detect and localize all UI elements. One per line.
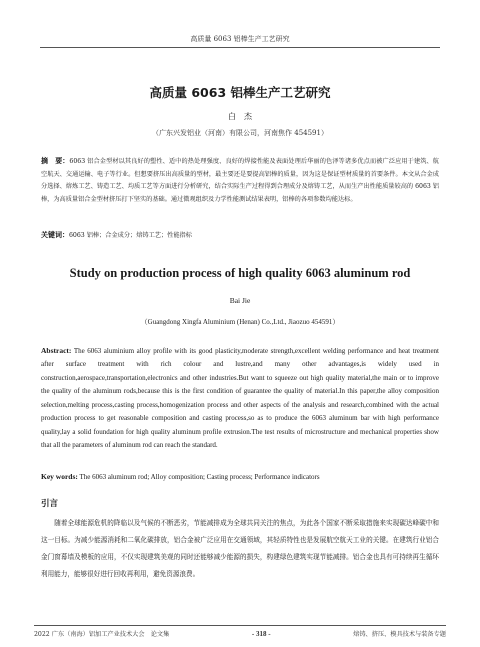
page-number: - 318 - [251,630,271,638]
chinese-author: 白 杰 [228,112,252,121]
english-title: Study on production process of high quality 6063 aluminum rod [69,266,411,280]
chinese-keywords [41,229,439,242]
running-header: 高质量 6063 铝棒生产工艺研究 [40,34,440,48]
section-heading-introduction: 引言 [41,499,59,509]
english-abstract-text: The 6063 aluminium alloy profile with its good plasticity,moderate strength,excellent welding performance and heat treatment after surface treatment with rich colour and lustre,and many other advantages,is widely used in construction,aerospace,transportation,electronics and other industries.But want to squeeze out high quality material,the main or to improve the quality of the aluminum rods,because this is the first condition of guarantee the quality of material.In this paper,the alloy composition selection,melting process,casting process,homogenization process and other aspects of the analysis and research,combined with the actual production process to get reasonable composition and casting process,so as to produce the 6063 aluminum bar with high performance quality,lay a solid foundation for high quality aluminum profile extrusion.The test results of microstructure and mechanical properties show that all the parameters of aluminum rod can reach the standard. [41,347,439,450]
english-affiliation: （Guangdong Xingfa Aluminium (Henan) Co.,Ltd., Jiaozuo 454591） [140,318,340,326]
chinese-abstract-label: 摘 要： [41,157,70,165]
english-author: Bai Jie [229,296,251,305]
english-abstract [41,344,439,453]
footer-topic: 熔铸、挤压、模具技术与装备专题 [353,631,446,638]
chinese-keywords-label: 关键词： [41,231,69,239]
english-keywords [41,471,439,483]
chinese-abstract-text: 6063 铝合金型材以其良好的塑性、适中的热处理强度、良好的焊接性能及表面处理后华丽的色泽等诸多优点而被广泛应用于建筑、航空航天、交通运输、电子等行业。但想要挤压出高质量的型材，最主要还是要提高铝棒的质量，因为这是保证型材质量的首要条件。本文从合金成分选择、熔炼工艺、铸造工艺、均质工艺等方面进行分析研究，结合实际生产过程得到合理成分及熔铸工艺，从而生产出性能质量较高的 6063 铝棒，为高质量铝合金型材挤压打下坚实的基础。通过微观组织及力学性能测试结果表明，铝棒的各项参数均能达标。 [41,158,439,203]
english-keywords-text: The 6063 aluminum rod; Alloy composition; Casting process; Performance indicators [77,473,320,481]
english-abstract-label: Abstract: [41,346,72,355]
chinese-keywords-text: 6063 铝棒；合金成分；熔铸工艺；性能指标 [69,232,192,239]
running-footer [34,625,446,638]
chinese-affiliation: （广东兴发铝业（河南）有限公司，河南焦作 454591） [152,129,328,137]
chinese-title: 高质量 6063 铝棒生产工艺研究 [149,85,331,100]
introduction-body: 随着全球能源危机的降临以及气候的不断恶劣，节能减排成为全球共同关注的焦点，为此各个国家不断采取措施来实现碳达峰碳中和这一目标。为减少能源消耗和二氧化碳排放，铝合金被广泛应用在交通领域，其轻质特性也是发展航空航天工业的关键。在建筑行业铝合金门窗幕墙及模板的应用，不仅实现建筑美观的同时还能够减少能源的损失，构建绿色建筑实现节能减排。铝合金也具有可持续再生循环利用能力，能够很好进行回收再利用，避免资源浪费。 [41,519,439,578]
footer-conference: 2022 广东（南海）铝加工产业技术大会 论文集 [34,631,170,638]
english-keywords-label: Key words: [41,472,78,481]
chinese-abstract [41,155,439,206]
